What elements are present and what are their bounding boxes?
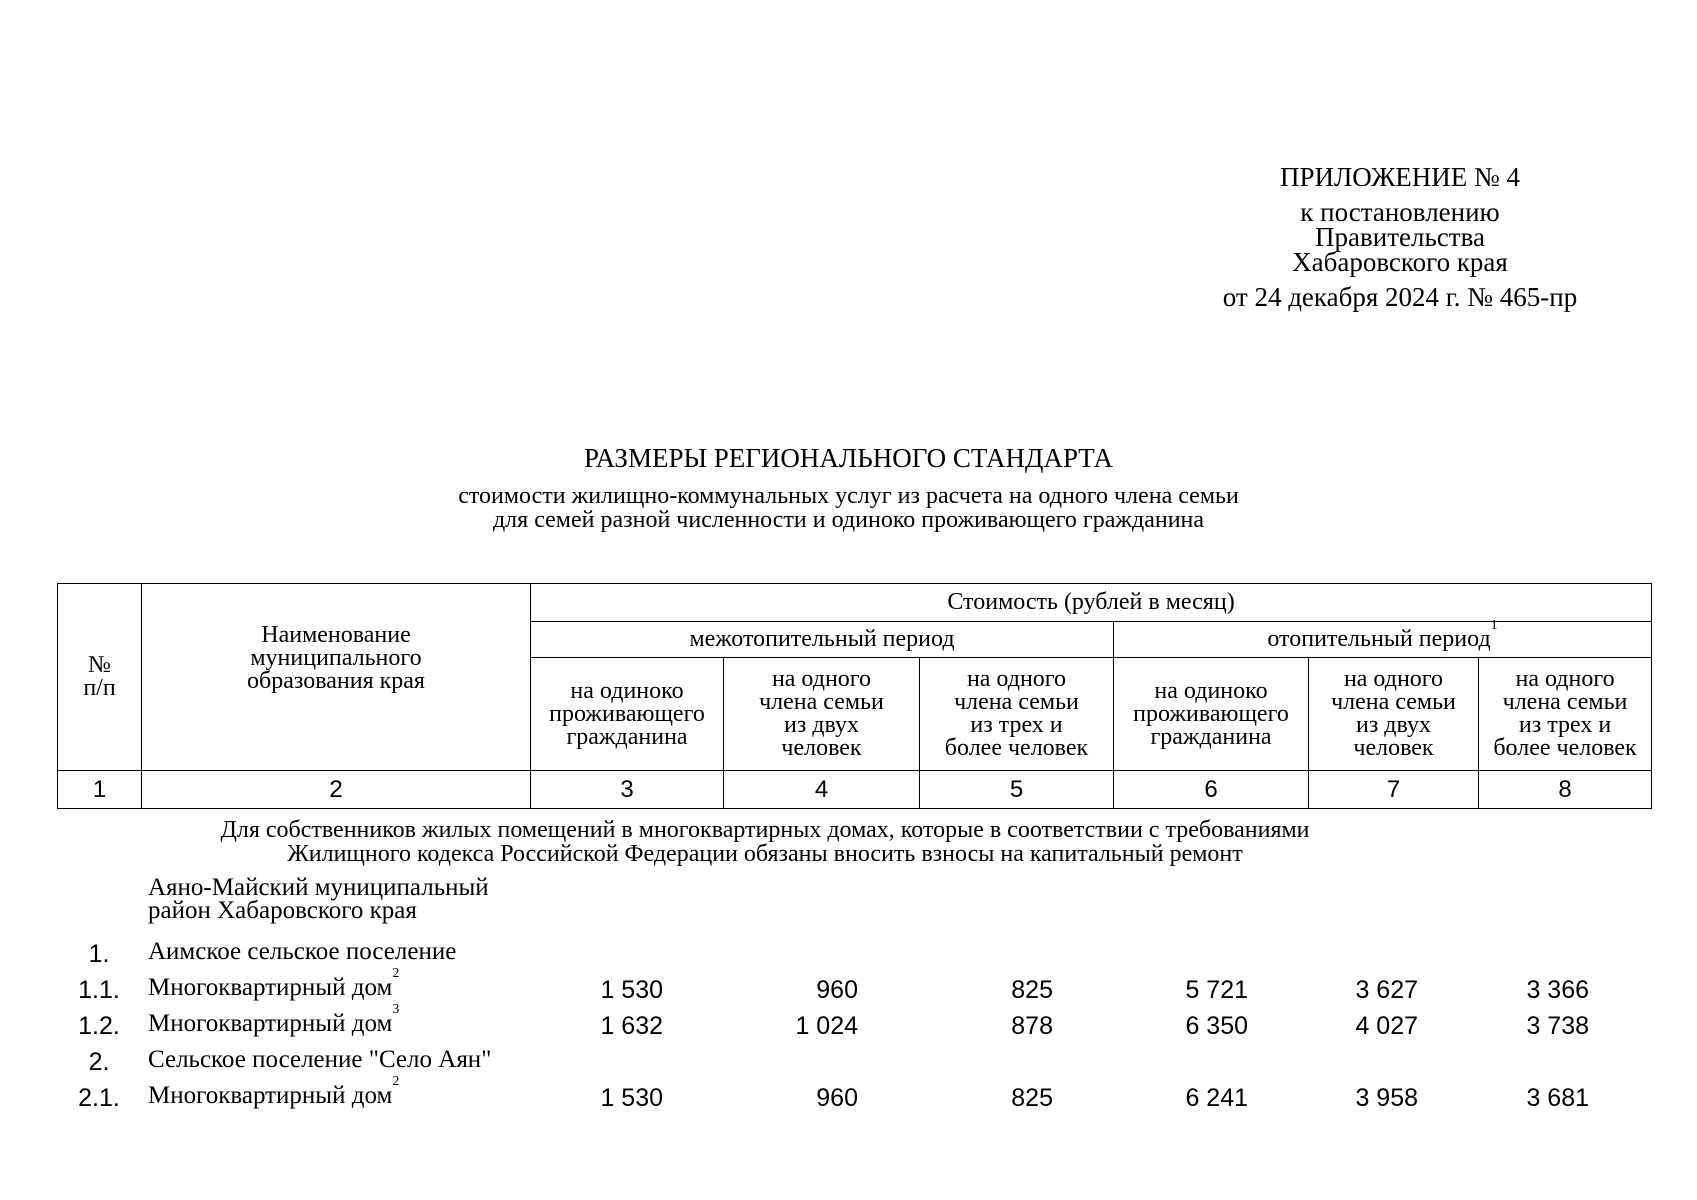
table-row-district [0, 876, 1697, 932]
appendix-line-3: Хабаровского края [1292, 247, 1508, 277]
col-number-5: 5 [920, 771, 1114, 809]
value-col-3: 1 530 [600, 976, 663, 1004]
section-line-2: Жилищного кодекса Российской Федерации обязаны вносить взносы на капитальный ремонт [287, 841, 1243, 867]
row-name: Сельское поселение "Село Аян" [148, 1046, 492, 1073]
row-number: 1. [88, 940, 110, 968]
section-heading [0, 818, 1498, 866]
value-col-5: 825 [1011, 1084, 1053, 1112]
value-col-4: 960 [816, 1084, 858, 1112]
row-name: Многоквартирный дом$^2$ [148, 1074, 400, 1109]
row-name: Аяно-Майский муниципальный район Хабаровского края [148, 874, 489, 924]
value-col-8: 3 681 [1526, 1084, 1589, 1112]
row-number: 2.1. [78, 1084, 120, 1112]
row-name: Аимское сельское поселение [148, 938, 457, 965]
header-sub-col-7: на одного члена семьи из двух человек [1309, 658, 1479, 771]
appendix-block [1180, 162, 1620, 312]
header-sub-col-5: на одного члена семьи из трех и более человек [920, 658, 1114, 771]
header-sub-col-4: на одного члена семьи из двух человек [724, 658, 920, 771]
value-col-3: 1 632 [600, 1012, 663, 1040]
footnote-mark: 3 [392, 1002, 400, 1017]
value-col-5: 825 [1011, 976, 1053, 1004]
footnote-mark: 2 [392, 966, 400, 981]
value-col-6: 6 350 [1185, 1012, 1248, 1040]
appendix-line-1: к постановлению [1300, 197, 1500, 227]
value-col-7: 4 027 [1355, 1012, 1418, 1040]
document-title: РАЗМЕРЫ РЕГИОНАЛЬНОГО СТАНДАРТА [584, 443, 1113, 473]
table-row [0, 1074, 1697, 1114]
value-col-8: 3 366 [1526, 976, 1589, 1004]
subtitle-line-1: стоимости жилищно-коммунальных услуг из расчета на одного члена семьи [458, 483, 1239, 509]
header-sub-col-3: на одиноко проживающего гражданина [531, 658, 724, 771]
col-number-2: 2 [142, 771, 531, 809]
appendix-title: ПРИЛОЖЕНИЕ № 4 [1279, 162, 1521, 192]
section-line-1: Для собственников жилых помещений в многоквартирных домах, которые в соответствии с требованиями [220, 817, 1310, 843]
header-table [57, 583, 1652, 809]
header-col-name: Наименование муниципального образования края [142, 584, 531, 771]
value-col-7: 3 627 [1355, 976, 1418, 1004]
col-number-8: 8 [1479, 771, 1652, 809]
header-cost: Стоимость (рублей в месяц) [531, 584, 1652, 622]
col-number-7: 7 [1309, 771, 1479, 809]
header-col-number: № п/п [58, 584, 142, 771]
header-heating-season: отопительный период$^1$ [1114, 622, 1652, 658]
footnote-mark: 1 [1490, 618, 1498, 633]
header-sub-col-8: на одного члена семьи из трех и более человек [1479, 658, 1652, 771]
value-col-4: 960 [816, 976, 858, 1004]
value-col-6: 6 241 [1185, 1084, 1248, 1112]
value-col-6: 5 721 [1185, 976, 1248, 1004]
header-inter-season: межотопительный период [531, 622, 1114, 658]
table-row [0, 1002, 1697, 1042]
subtitle-line-2: для семей разной численности и одиноко проживающего гражданина [492, 507, 1205, 533]
value-col-8: 3 738 [1526, 1012, 1589, 1040]
col-number-4: 4 [724, 771, 920, 809]
header-sub-col-6: на одиноко проживающего гражданина [1114, 658, 1309, 771]
row-name: Многоквартирный дом$^3$ [148, 1002, 400, 1037]
value-col-4: 1 024 [795, 1012, 858, 1040]
row-number: 1.2. [78, 1012, 120, 1040]
document-subtitle [0, 484, 1697, 532]
value-col-7: 3 958 [1355, 1084, 1418, 1112]
footnote-mark: 2 [392, 1074, 400, 1089]
row-number: 2. [88, 1048, 110, 1076]
col-number-6: 6 [1114, 771, 1309, 809]
table-row [0, 936, 1697, 970]
appendix-date: от 24 декабря 2024 г. № 465-пр [1222, 282, 1578, 312]
value-col-3: 1 530 [600, 1084, 663, 1112]
table-row [0, 966, 1697, 1006]
value-col-5: 878 [1011, 1012, 1053, 1040]
row-number: 1.1. [78, 976, 120, 1004]
col-number-3: 3 [531, 771, 724, 809]
table-row [0, 1044, 1697, 1078]
appendix-line-2: Правительства [1315, 222, 1485, 252]
row-name: Многоквартирный дом$^2$ [148, 966, 400, 1001]
col-number-1: 1 [58, 771, 142, 809]
